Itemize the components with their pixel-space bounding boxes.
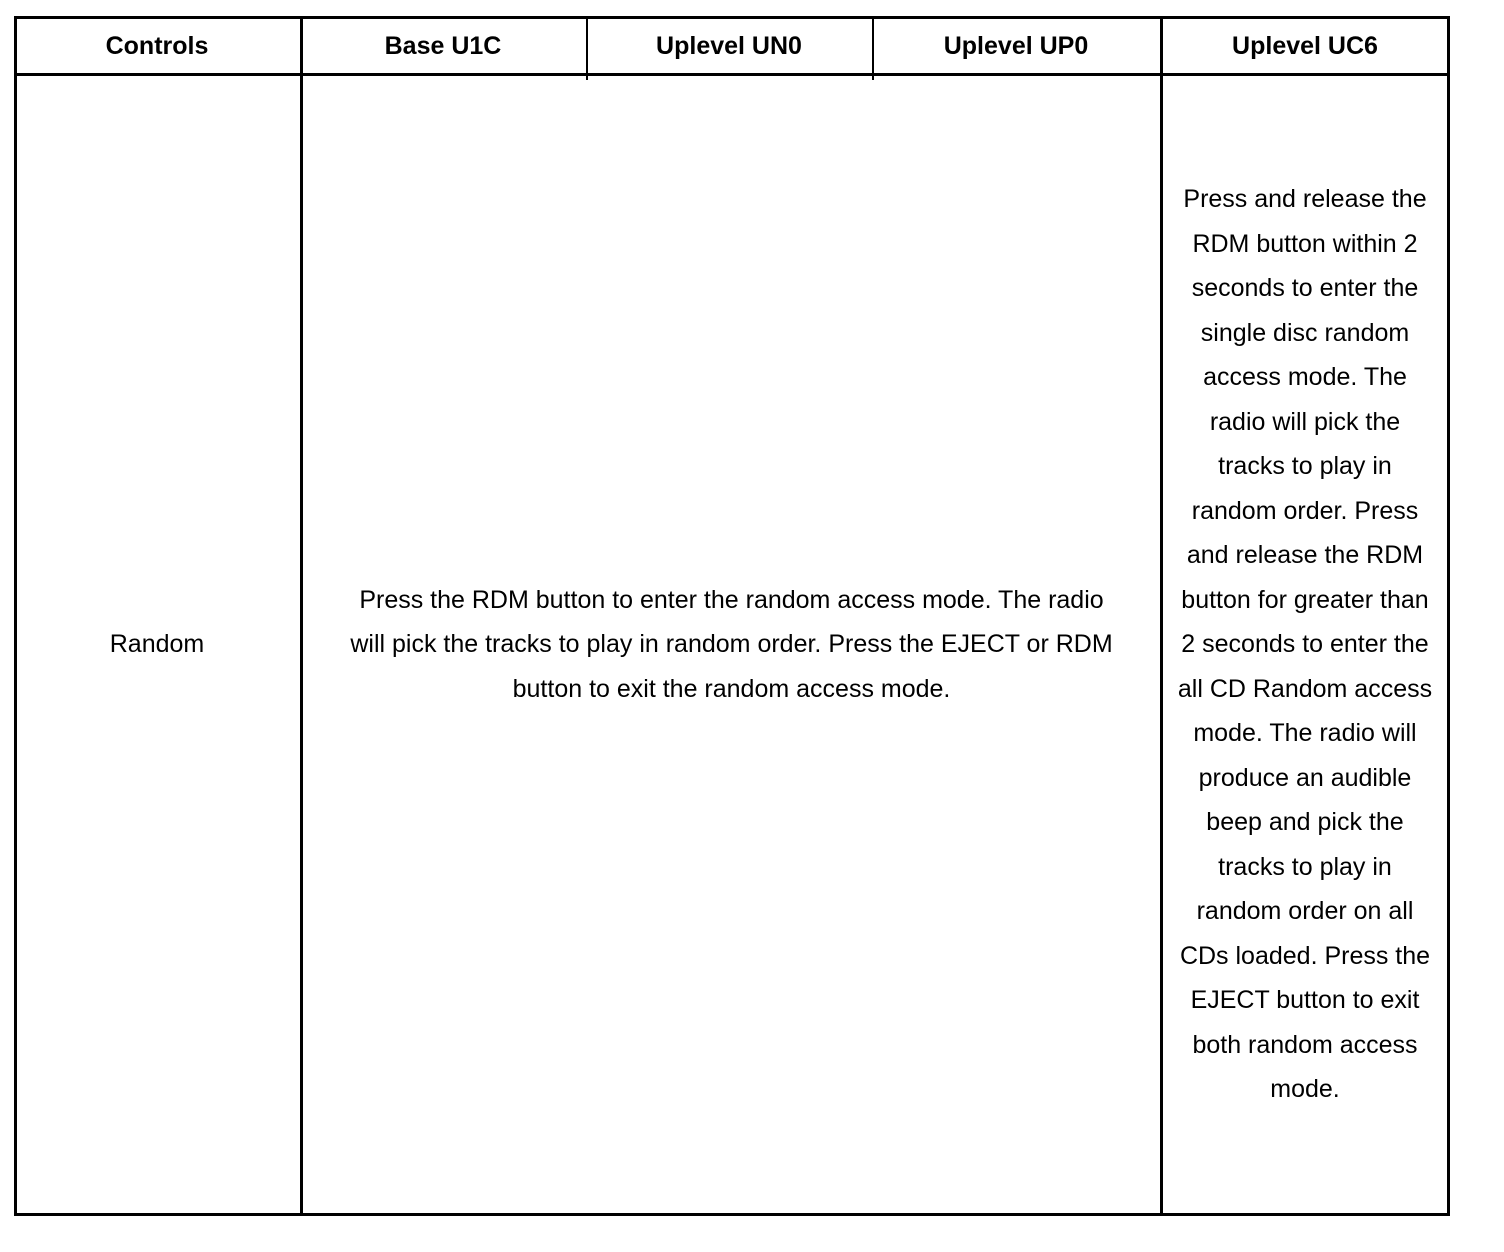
header-base-u1c: Base U1C [384, 31, 502, 60]
shared-description-cell [303, 76, 1160, 1213]
controls-table [14, 16, 1450, 1216]
uc6-description-text: Press and release the RDM button within 2 seconds to enter the single disc random access mode. The radio will pick the tracks to play in random order. Press and release the RDM button for greater than 2 seconds to enter the all CD Random access mode. The radio will produce an audible beep and pick the tracks to play in random order on all CDs loaded. Press the EJECT button to exit both random access mode. [1177, 185, 1433, 1104]
shared-description-text: Press the RDM button to enter the random access mode. The radio will pick the tracks to play in random order. Press the EJECT or RDM button to exit the random access mode. [350, 585, 1113, 703]
table-bottom-border [14, 1213, 1450, 1216]
header-controls: Controls [105, 31, 209, 60]
header-uplevel-uc6: Uplevel UC6 [1232, 31, 1378, 60]
uc6-description-cell [1163, 76, 1447, 1213]
header-uplevel-un0: Uplevel UN0 [656, 31, 802, 60]
row-control-random: Random [109, 630, 205, 659]
table-right-border [1447, 16, 1450, 1216]
header-uplevel-up0: Uplevel UP0 [943, 31, 1089, 60]
